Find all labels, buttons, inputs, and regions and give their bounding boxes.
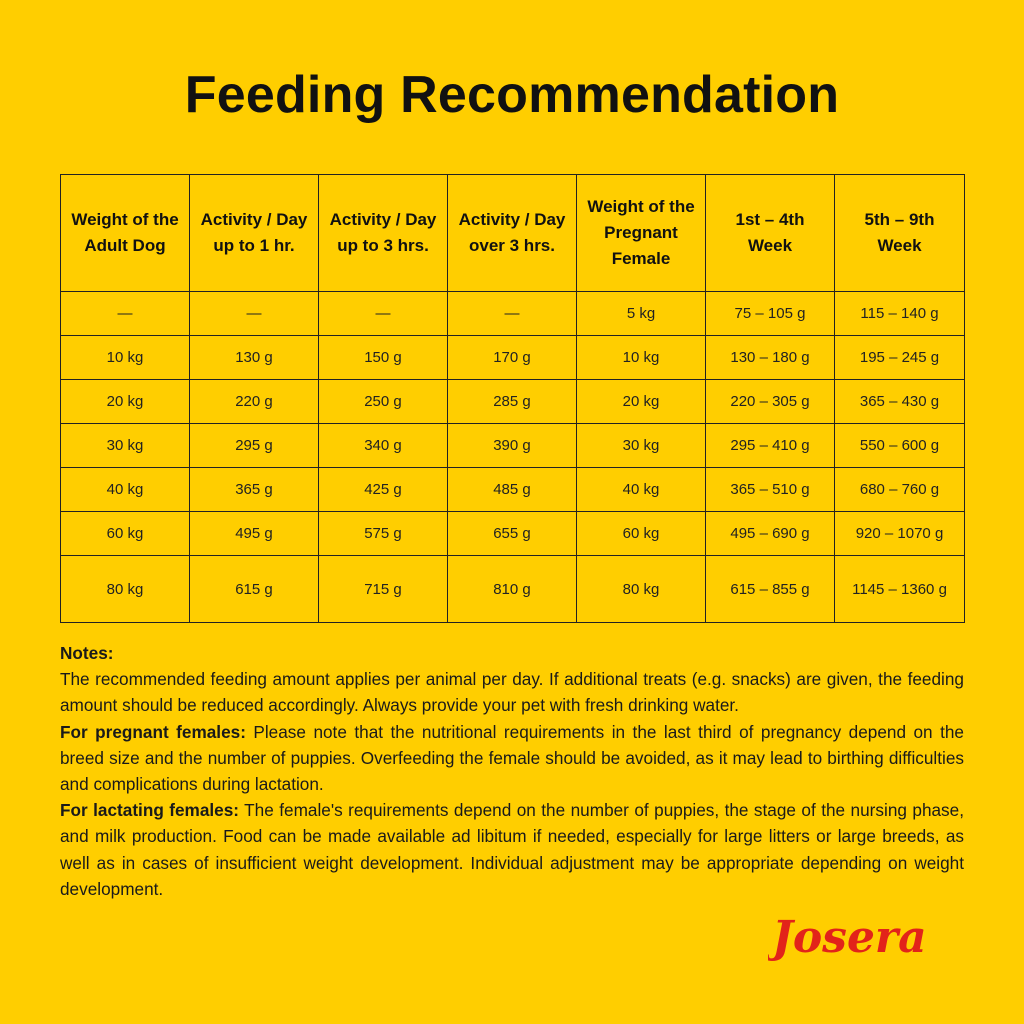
table-cell: 655 g: [448, 512, 577, 556]
table-cell: 250 g: [319, 380, 448, 424]
notes-heading: Notes:: [60, 643, 114, 663]
logo-text: Josera: [772, 912, 927, 963]
page-title: Feeding Recommendation: [184, 66, 840, 124]
table-cell: 295 g: [190, 424, 319, 468]
table-cell: —: [319, 292, 448, 336]
table-cell: 115 – 140 g: [835, 292, 965, 336]
table-cell: —: [61, 292, 190, 336]
table-cell: 130 g: [190, 336, 319, 380]
header-week-1-4: 1st – 4th Week: [706, 175, 835, 292]
table-cell: 1145 – 1360 g: [835, 556, 965, 623]
table-row: [61, 556, 965, 623]
notes-pregnant-label: For pregnant females:: [60, 721, 246, 742]
table-cell: 425 g: [319, 468, 448, 512]
table-cell: 130 – 180 g: [706, 336, 835, 380]
table-cell: 495 g: [190, 512, 319, 556]
table-cell: —: [190, 292, 319, 336]
table-cell: 495 – 690 g: [706, 512, 835, 556]
table-row: [61, 292, 965, 336]
table-cell: 60 kg: [577, 512, 706, 556]
table-cell: 10 kg: [577, 336, 706, 380]
table-cell: 810 g: [448, 556, 577, 623]
table-cell: 485 g: [448, 468, 577, 512]
header-activity-over-3hrs: Activity / Day over 3 hrs.: [448, 175, 577, 292]
notes-general: The recommended feeding amount applies per animal per day. If additional treats (e.g. snacks) are given, the feeding amount should be reduced accordingly. Always provide your pet with fresh drinking water.: [60, 669, 964, 716]
header-week-5-9: 5th – 9th Week: [835, 175, 965, 292]
table-cell: 20 kg: [61, 380, 190, 424]
table-cell: 80 kg: [61, 556, 190, 623]
table-cell: 10 kg: [61, 336, 190, 380]
table-cell: 75 – 105 g: [706, 292, 835, 336]
notes-section: [60, 640, 964, 902]
table-header-row: [61, 175, 965, 292]
josera-logo: [768, 908, 958, 966]
notes-pregnant-text: Please note that the nutritional requirements in the last third of pregnancy depend on the breed size and the number of puppies. Overfeeding the female should be avoided, as it may lead to birthing difficulties and complications during lactation.: [60, 721, 964, 795]
header-activity-3hrs: Activity / Day up to 3 hrs.: [319, 175, 448, 292]
table-cell: 920 – 1070 g: [835, 512, 965, 556]
table-cell: 615 – 855 g: [706, 556, 835, 623]
table-cell: 170 g: [448, 336, 577, 380]
table-cell: 60 kg: [61, 512, 190, 556]
table-cell: 30 kg: [61, 424, 190, 468]
notes-lactating-label: For lactating females:: [60, 800, 240, 821]
notes-lactating: [60, 797, 964, 902]
header-activity-1hr: Activity / Day up to 1 hr.: [190, 175, 319, 292]
table-cell: 715 g: [319, 556, 448, 623]
table-cell: 195 – 245 g: [835, 336, 965, 380]
table-row: [61, 336, 965, 380]
table-cell: 285 g: [448, 380, 577, 424]
table-cell: 550 – 600 g: [835, 424, 965, 468]
table-cell: 150 g: [319, 336, 448, 380]
table-cell: 680 – 760 g: [835, 468, 965, 512]
table-cell: 40 kg: [577, 468, 706, 512]
table-cell: 80 kg: [577, 556, 706, 623]
table-cell: 220 g: [190, 380, 319, 424]
table-cell: 340 g: [319, 424, 448, 468]
table-row: [61, 512, 965, 556]
table-row: [61, 424, 965, 468]
notes-lactating-text: The female's requirements depend on the number of puppies, the stage of the nursing phase, and milk production. Food can be made available ad libitum if needed, especially for large litters or large breeds, as well as in cases of insufficient weight development. Individual adjustment may be appropriate depending on weight development.: [60, 800, 964, 899]
table-cell: —: [448, 292, 577, 336]
header-pregnant-weight: Weight of the Pregnant Female: [577, 175, 706, 292]
table-cell: 220 – 305 g: [706, 380, 835, 424]
feeding-table: [60, 174, 965, 623]
table-cell: 575 g: [319, 512, 448, 556]
table-row: [61, 380, 965, 424]
table-row: [61, 468, 965, 512]
table-cell: 365 – 430 g: [835, 380, 965, 424]
table-cell: 20 kg: [577, 380, 706, 424]
table-cell: 40 kg: [61, 468, 190, 512]
notes-pregnant: [60, 719, 964, 798]
table-cell: 365 g: [190, 468, 319, 512]
table-cell: 365 – 510 g: [706, 468, 835, 512]
table-cell: 390 g: [448, 424, 577, 468]
table-cell: 5 kg: [577, 292, 706, 336]
table-cell: 295 – 410 g: [706, 424, 835, 468]
table-cell: 30 kg: [577, 424, 706, 468]
table-cell: 615 g: [190, 556, 319, 623]
header-adult-weight: Weight of the Adult Dog: [61, 175, 190, 292]
